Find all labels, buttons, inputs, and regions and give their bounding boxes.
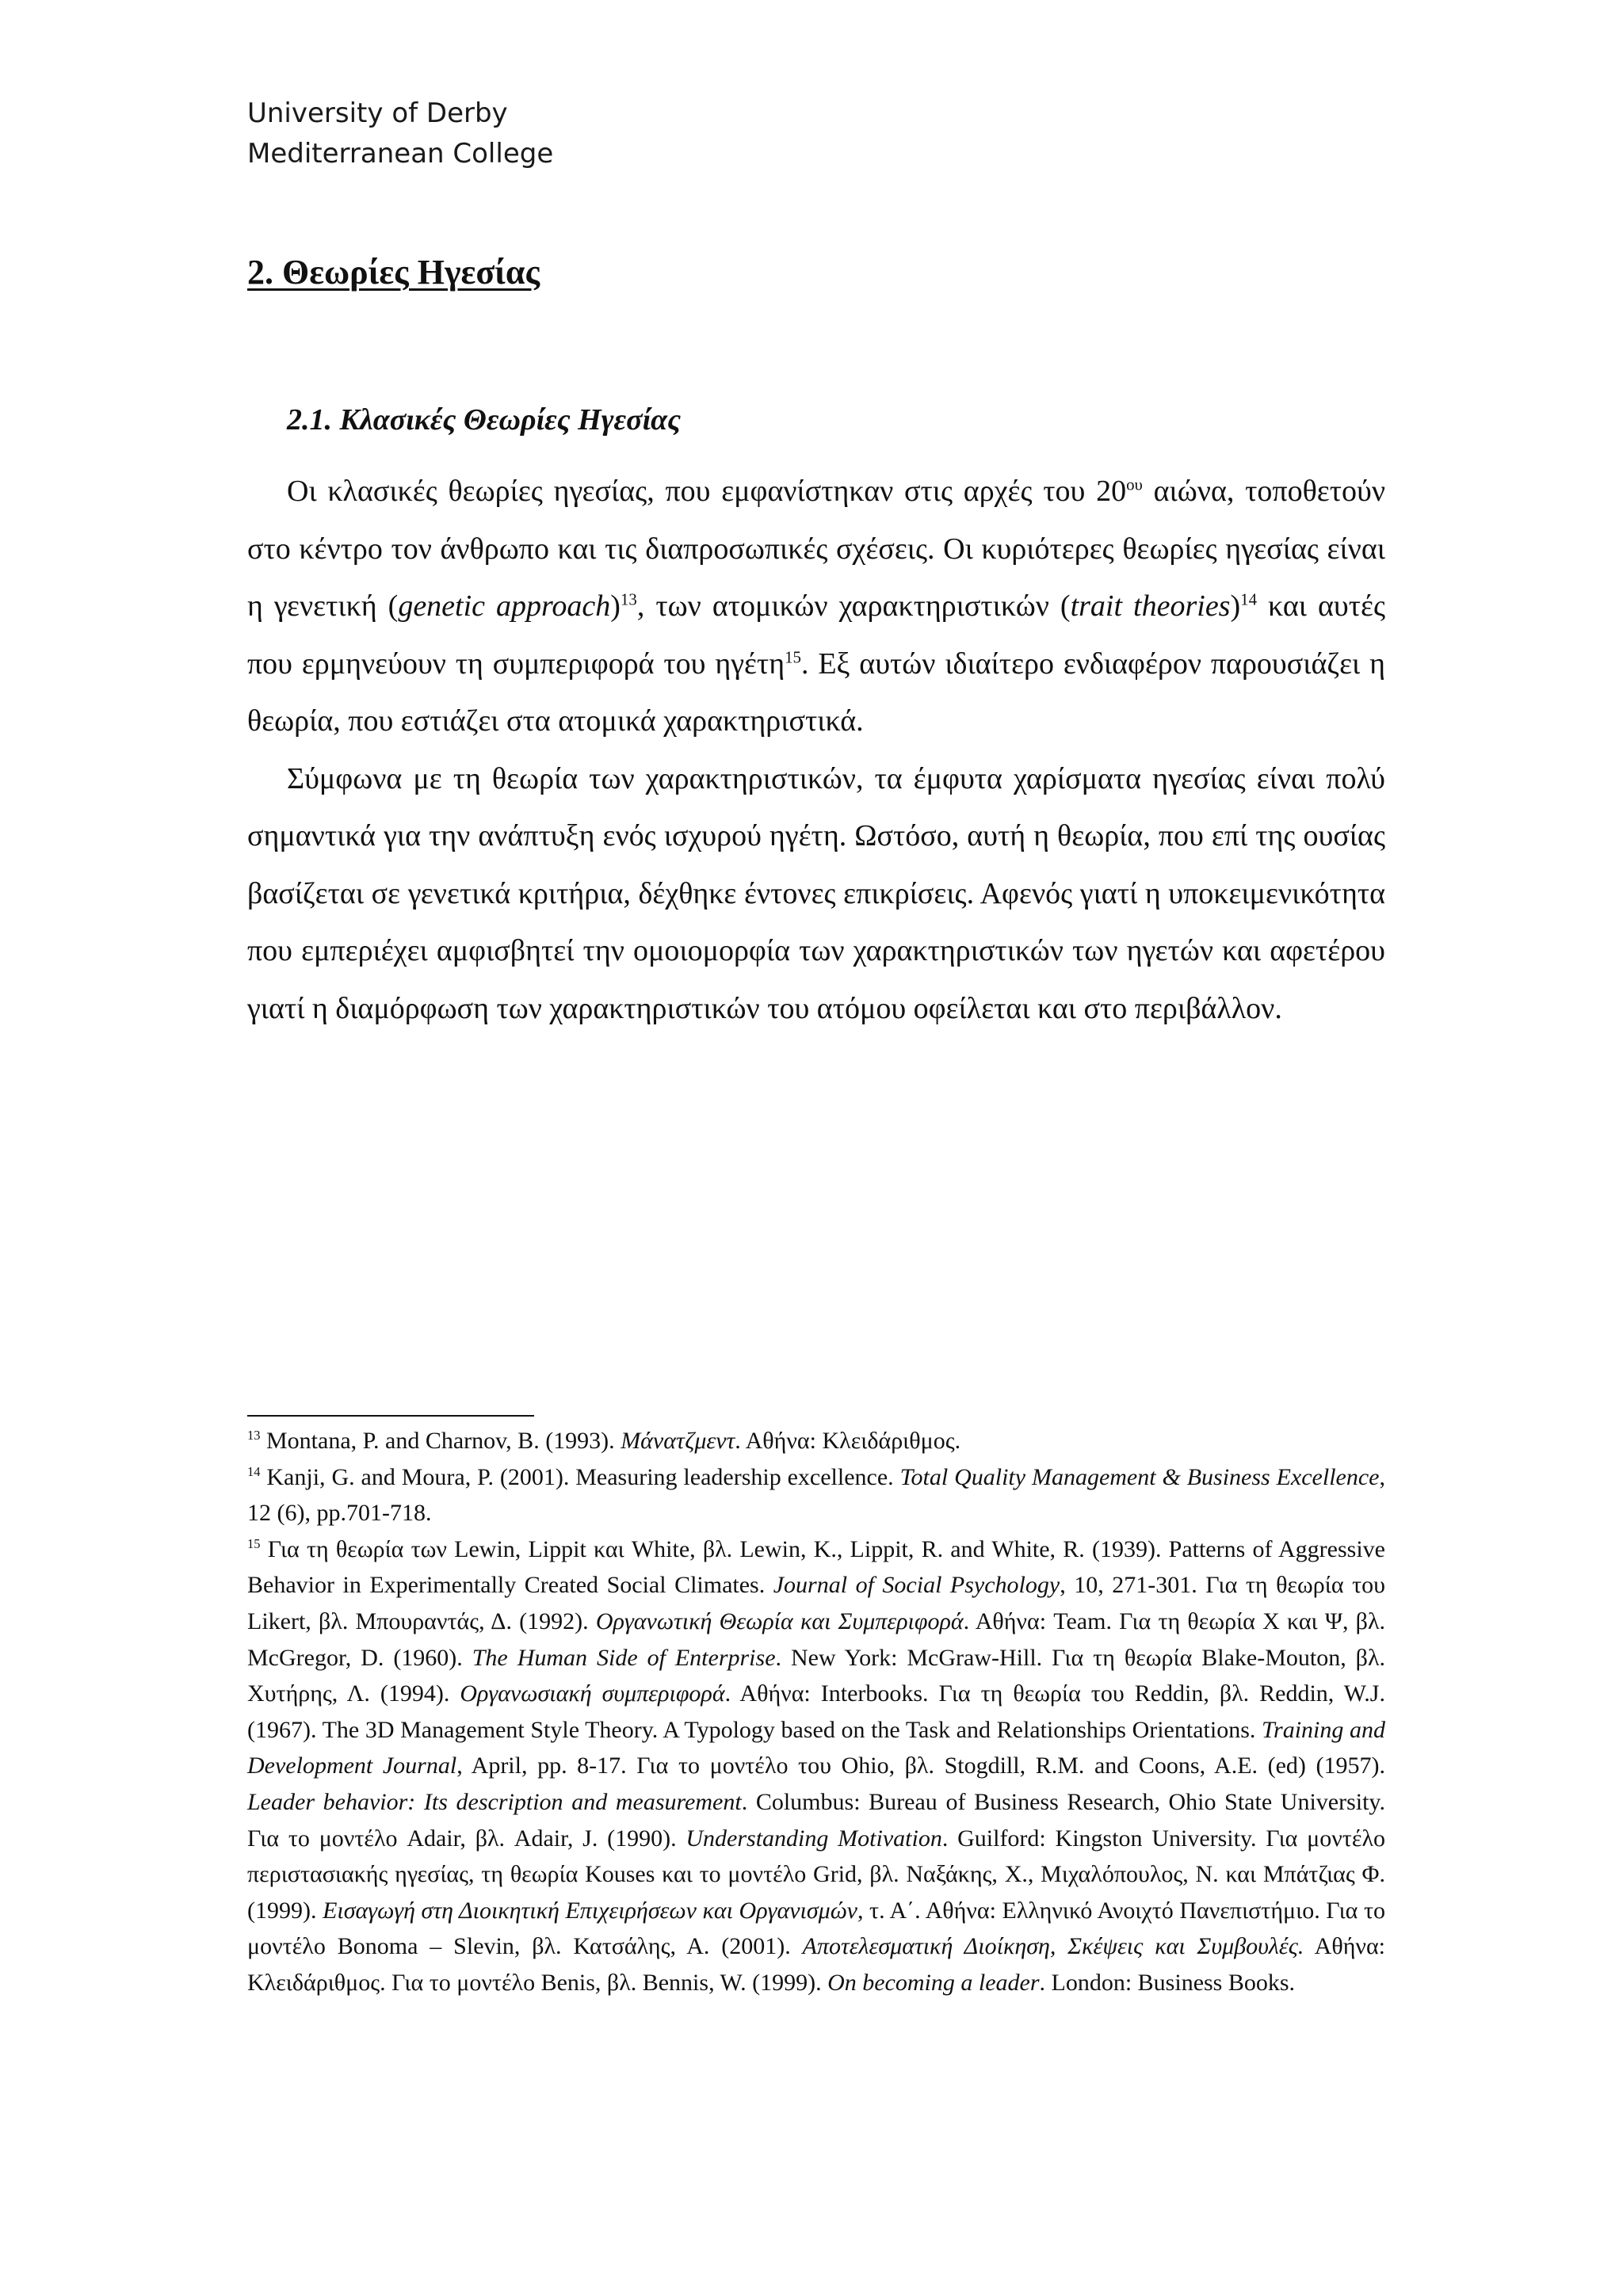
- text-run: , 10, 271-301. Για τη θεωρία του Likert, βλ. Μπουραντάς, Δ. (1992).: [247, 1572, 1385, 1634]
- text-run: , April, pp. 8-17. Για το μοντέλο του Ohio, βλ. Stogdill, R.M. and Coons, A.E. (ed) (1957).: [456, 1753, 1386, 1779]
- text-run: . Εξ αυτών ιδιαίτερο ενδιαφέρον παρουσιάζει η θεωρία, που εστιάζει στα ατομικά χαρακτηριστικά.: [247, 646, 1385, 738]
- text-run: Οι κλασικές θεωρίες ηγεσίας, που εμφανίστηκαν στις αρχές του 20: [287, 475, 1127, 508]
- text-run: . Αθήνα: Interbooks. Για τη θεωρία του Reddin, βλ. Reddin, W.J. (1967). The 3D Management Style Theory. A Typology based on the Task and Relationships Orientations.: [247, 1680, 1385, 1743]
- text-run: , 12 (6), pp.701-718.: [247, 1463, 1385, 1527]
- text-run: Kanji, G. and Moura, P. (2001). Measuring leadership excellence.: [260, 1463, 900, 1490]
- italic-text: The Human Side of Enterprise: [472, 1644, 776, 1671]
- body-text: [247, 463, 1385, 1037]
- text-run: Για τη θεωρία των Lewin, Lippit και White, βλ. Lewin, K., Lippit, R. and White, R. (1939). Patterns of Aggressive Behavior in Experimentally Created Social Climates.: [247, 1535, 1385, 1599]
- section-heading: 2.1. Κλασικές Θεωρίες Ηγεσίας: [287, 403, 682, 437]
- footnote-reference: ου: [1126, 475, 1143, 494]
- body-paragraph: [247, 750, 1385, 1038]
- italic-text: genetic approach: [398, 589, 611, 623]
- italic-text: Total Quality Management & Business Excellence: [899, 1463, 1380, 1490]
- running-header: [247, 93, 553, 174]
- footnote: [247, 1423, 1385, 1459]
- italic-text: On becoming a leader: [827, 1969, 1040, 1996]
- text-run: . Αθήνα: Team. Για τη θεωρία Χ και Ψ, βλ. McGregor, D. (1960).: [247, 1608, 1385, 1671]
- chapter-heading: 2. Θεωρίες Ηγεσίας: [247, 253, 540, 292]
- italic-text: Οργανωτική Θεωρία και Συμπεριφορά: [595, 1608, 964, 1634]
- footnote-separator: [247, 1415, 534, 1417]
- text-run: . Columbus: Bureau of Business Research, Ohio State University. Για το μοντέλο Adair, βλ. Adair, J. (1990).: [247, 1788, 1385, 1852]
- italic-text: Journal of Social Psychology: [773, 1572, 1060, 1599]
- italic-text: Leader behavior: Its description and measurement: [247, 1788, 742, 1815]
- header-university: University of Derby: [247, 97, 508, 129]
- italic-text: Understanding Motivation: [685, 1825, 942, 1852]
- footnote-number: 14: [247, 1463, 261, 1479]
- text-run: , των ατομικών χαρακτηριστικών (: [636, 589, 1071, 623]
- text-run: και αυτές που ερμηνεύουν τη συμπεριφορά του ηγέτη: [247, 589, 1386, 681]
- text-run: . Αθήνα: Κλειδάριθμος.: [735, 1428, 961, 1454]
- text-run: . New York: McGraw-Hill. Για τη θεωρία Blake-Mouton, βλ. Χυτήρης, Λ. (1994).: [247, 1644, 1385, 1707]
- text-run: . Guilford: Kingston University. Για μοντέλο περιστασιακής ηγεσίας, τη θεωρία Kouses και το μοντέλο Grid, βλ. Ναξάκης, Χ., Μιχαλόπουλος, Ν. και Μπάτζιας Φ. (1999).: [247, 1825, 1386, 1924]
- text-run: ): [610, 589, 621, 623]
- footnote-reference: 14: [1240, 589, 1258, 609]
- text-run: Σύμφωνα με τη θεωρία των χαρακτηριστικών, τα έμφυτα χαρίσματα ηγεσίας είναι πολύ σημαντικά για την ανάπτυξη ενός ισχυρού ηγέτη. Ωστόσο, αυτή η θεωρία, που επί της ουσίας βασίζεται σε γενετικά κριτήρια, δέχθηκε έντονες επικρίσεις. Αφενός γιατί η υποκειμενικότητα που εμπεριέχει αμφισβητεί την ομοιομορφία των χαρακτηριστικών των ηγετών και αφετέρου γιατί η διαμόρφωση των χαρακτηριστικών του ατόμου οφείλεται και στο περιβάλλον.: [247, 761, 1385, 1025]
- text-run: . London: Business Books.: [1039, 1969, 1296, 1996]
- footnote: [247, 1459, 1385, 1531]
- body-paragraph: [247, 463, 1385, 750]
- italic-text: Οργανωσιακή συμπεριφορά: [460, 1680, 725, 1707]
- header-college: Mediterranean College: [247, 138, 554, 170]
- footnotes: [247, 1423, 1385, 2001]
- text-run: ): [1230, 589, 1241, 623]
- text-run: Montana, P. and Charnov, B. (1993).: [260, 1428, 621, 1454]
- italic-text: Μάνατζμεντ: [621, 1428, 735, 1454]
- footnote-reference: 15: [785, 646, 801, 666]
- text-run: Αθήνα: Κλειδάριθμος. Για το μοντέλο Benis, βλ. Bennis, W. (1999).: [247, 1933, 1385, 1996]
- italic-text: Εισαγωγή στη Διοικητική Επιχειρήσεων και Οργανισμών: [323, 1897, 857, 1924]
- text-run: , τ. Α΄. Αθήνα: Ελληνικό Ανοιχτό Πανεπιστήμιο. Για το μοντέλο Bonoma – Slevin, βλ. Κατσάλης, Α. (2001).: [247, 1897, 1385, 1960]
- footnote-reference: 13: [620, 589, 637, 609]
- italic-text: Αποτελεσματική Διοίκηση, Σκέψεις και Συμβουλές.: [802, 1933, 1304, 1960]
- text-run: αιώνα, τοποθετούν στο κέντρο τον άνθρωπο και τις διαπροσωπικές σχέσεις. Οι κυριότερες θεωρίες ηγεσίας είναι η γενετική (: [247, 475, 1385, 623]
- footnote: [247, 1531, 1385, 2001]
- italic-text: trait theories: [1070, 589, 1231, 623]
- italic-text: Training and Development Journal: [247, 1716, 1385, 1779]
- footnote-number: 13: [247, 1428, 261, 1443]
- footnote-number: 15: [247, 1535, 261, 1551]
